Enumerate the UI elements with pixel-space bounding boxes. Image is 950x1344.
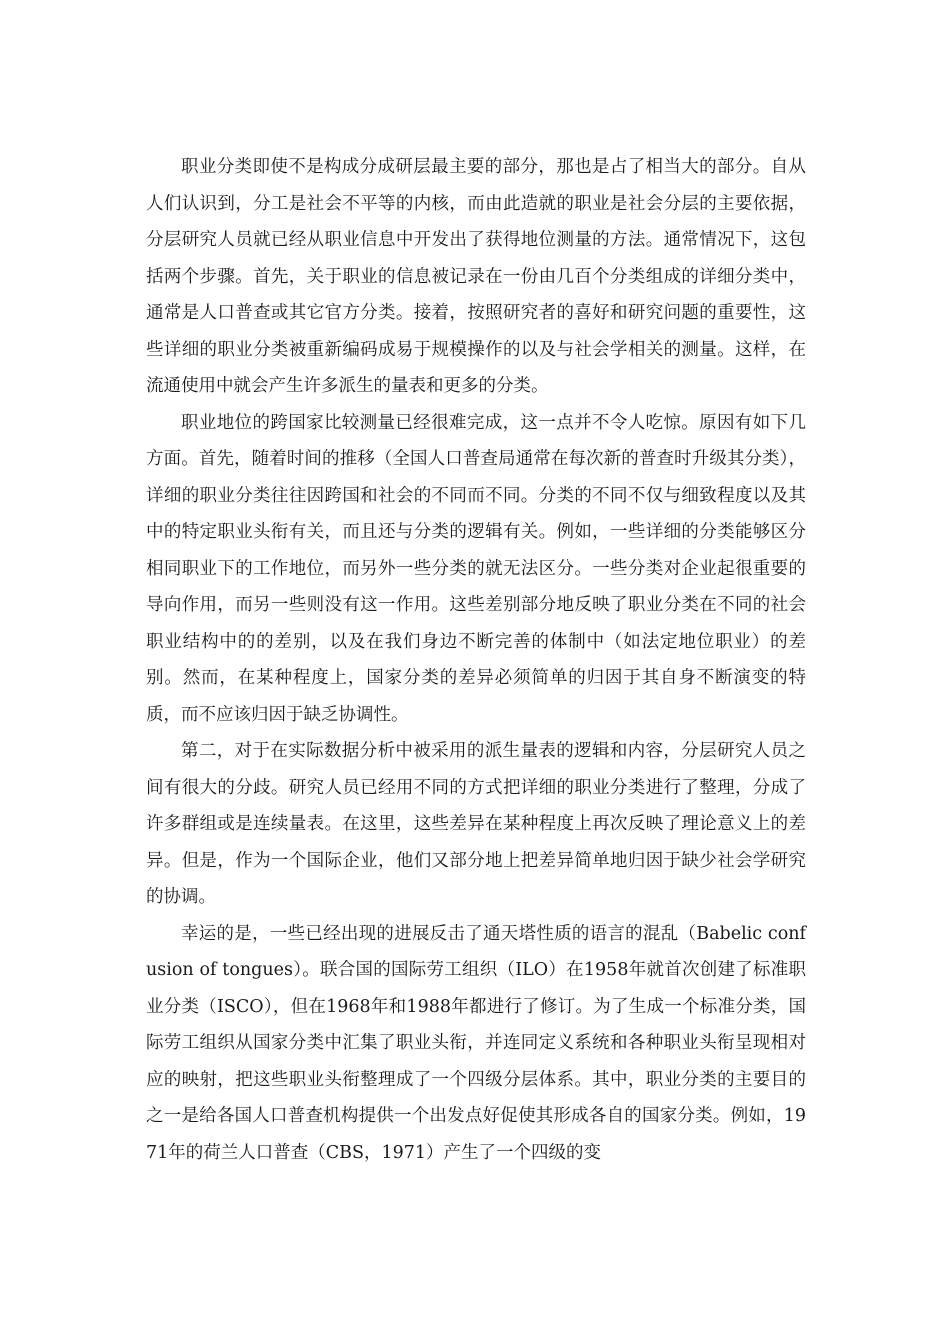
paragraph-derived-scales: 第二，对于在实际数据分析中被采用的派生量表的逻辑和内容，分层研究人员之间有很大的分歧。研究人员已经用不同的方式把详细的职业分类进行了整理，分成了许多群组或是连续量表。在这里，这些差异在某种程度上再次反映了理论意义上的差异。但是，作为一个国际企业，他们又部分地上把差异简单地归因于缺少社会学研究的协调。 bbox=[146, 741, 806, 907]
document-body bbox=[146, 149, 806, 1171]
paragraph-isco-standard: 幸运的是，一些已经出现的进展反击了通天塔性质的语言的混乱（Babelic confusion of tongues）。联合国的国际劳工组织（ILO）在1958年就首次创建了标准职业分类（ISCO），但在1968年和1988年都进行了修订。为了生成一个标准分类，国际劳工组织从国家分类中汇集了职业头衔，并连同定义系统和各种职业头衔呈现相对应的映射，把这些职业头衔整理成了一个四级分层体系。其中，职业分类的主要目的之一是给各国人口普查机构提供一个出发点好促使其形成各自的国家分类。例如，1971年的荷兰人口普查（CBS，1971）产生了一个四级的变 bbox=[146, 923, 806, 1163]
paragraph-occupational-classification: 职业分类即使不是构成分成研层最主要的部分，那也是占了相当大的部分。自从人们认识到，分工是社会不平等的内核，而由此造就的职业是社会分层的主要依据，分层研究人员就已经从职业信息中开发出了获得地位测量的方法。通常情况下，这包括两个步骤。首先，关于职业的信息被记录在一份由几百个分类组成的详细分类中，通常是人口普查或其它官方分类。接着，按照研究者的喜好和研究问题的重要性，这些详细的职业分类被重新编码成易于规模操作的以及与社会学相关的测量。这样，在流通使用中就会产生许多派生的量表和更多的分类。 bbox=[146, 157, 806, 396]
paragraph-cross-national-measurement: 职业地位的跨国家比较测量已经很难完成，这一点并不令人吃惊。原因有如下几方面。首先，随着时间的推移（全国人口普查局通常在每次新的普查时升级其分类），详细的职业分类往往因跨国和社会的不同而不同。分类的不同不仅与细致程度以及其中的特定职业头衔有关，而且还与分类的逻辑有关。例如，一些详细的分类能够区分相同职业下的工作地位，而另外一些分类的就无法区分。一些分类对企业起很重要的导向作用，而另一些则没有这一作用。这些差别部分地反映了职业分类在不同的社会职业结构中的的差别，以及在我们身边不断完善的体制中（如法定地位职业）的差别。然而，在某种程度上，国家分类的差异必须简单的归因于其自身不断演变的特质，而不应该归因于缺乏协调性。 bbox=[146, 412, 806, 725]
